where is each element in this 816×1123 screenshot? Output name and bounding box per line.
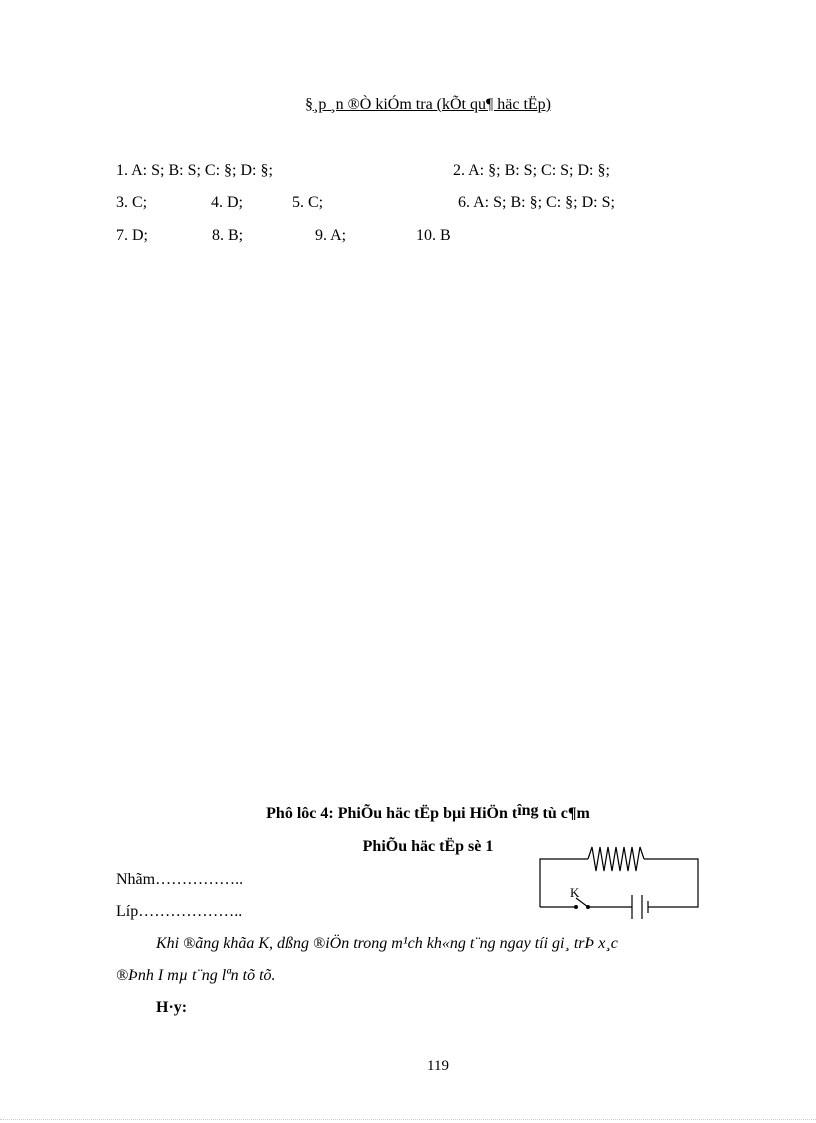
appendix-heading-part-c: tù c¶m [538,805,590,822]
answer-1: 1. A: S; B: S; C: §; D: §; [116,162,273,179]
worksheet-paragraph-line-1: Khi ®ãng khãa K, dßng ®iÖn trong m¹ch kh«ng t¨ng ngay tíi gi¸ trÞ x¸c [156,935,618,952]
inductor-coil-icon [588,847,644,871]
answer-9: 9. A; [315,227,347,244]
task-prompt: H·y: [156,999,188,1016]
worksheet-title: PhiÕu häc tËp sè 1 [362,838,494,855]
answer-4: 4. D; [211,194,243,211]
circuit-wire-right [644,859,698,907]
page-bottom-divider [0,1119,816,1120]
appendix-heading-part-a: Phô lôc 4: PhiÕu häc tËp bµi HiÖn t [266,805,518,822]
answer-8: 8. B; [212,227,244,244]
page-number: 119 [427,1058,449,1074]
answer-7: 7. D; [116,227,148,244]
answer-10: 10. B [416,227,451,244]
class-line: Líp……………….. [116,903,243,920]
circuit-wire-top-left [540,859,588,907]
answer-6: 6. A: S; B: §; C: §; D: S; [458,194,615,211]
switch-contact-left [574,905,578,909]
group-name-line: Nhãm…………….. [116,871,244,888]
rl-circuit-diagram [530,840,710,920]
answer-2: 2. A: §; B: S; C: S; D: §; [453,162,610,179]
switch-contact-right [586,905,590,909]
answer-3: 3. C; [116,194,148,211]
appendix-heading-part-b: îng [517,802,539,819]
answer-key-title: §¸p ¸n ®Ò kiÓm tra (kÕt qu¶ häc tËp) [304,96,551,113]
appendix-heading [0,802,816,823]
switch-label: K [570,885,580,900]
answer-5: 5. C; [292,194,324,211]
worksheet-paragraph-line-2: ®Þnh I mµ t¨ng lªn tõ tõ. [116,967,276,984]
